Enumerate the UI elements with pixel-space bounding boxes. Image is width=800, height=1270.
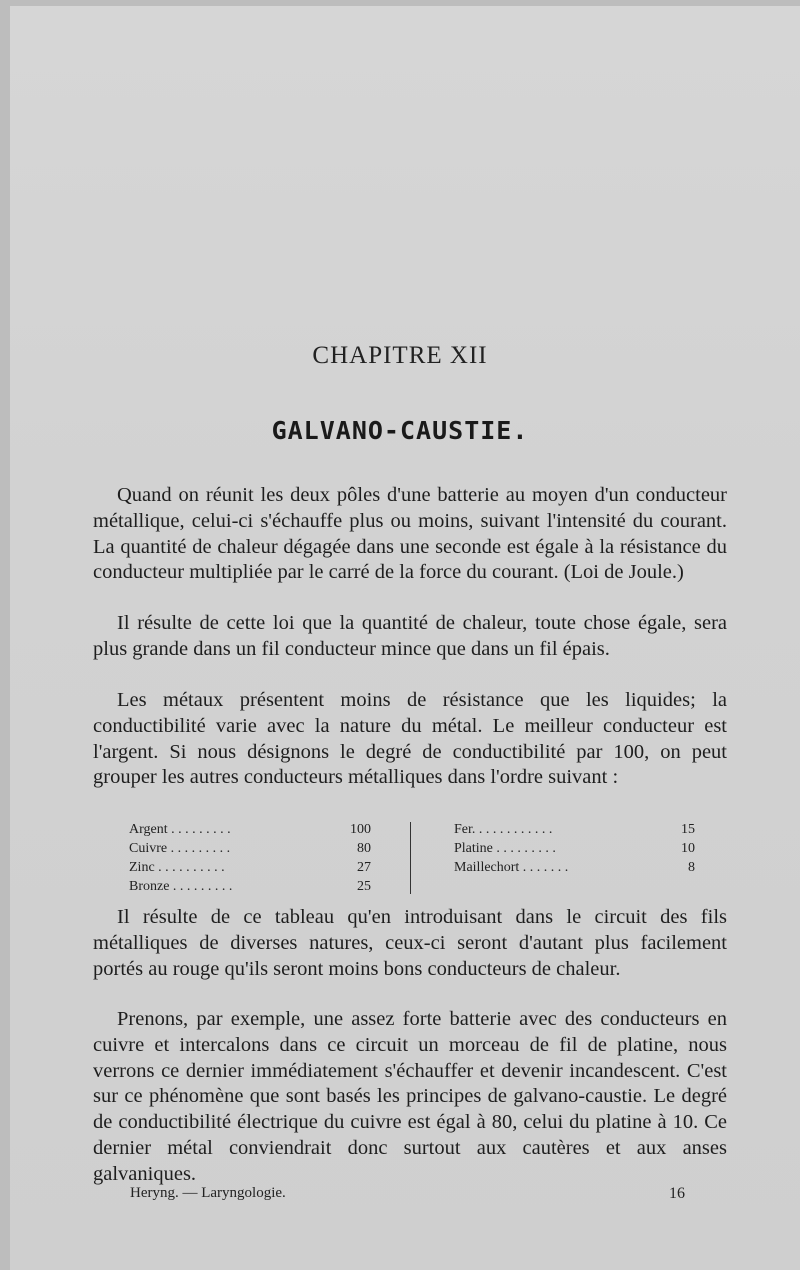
metal-value: 100: [350, 822, 371, 837]
metal-label: Bronze . . . . . . . . .: [129, 879, 233, 894]
paragraph-1: [93, 483, 727, 586]
table-row: [129, 877, 371, 896]
footer-author: Heryng. — Laryngologie.: [130, 1185, 286, 1201]
paragraph-text: Prenons, par exemple, une assez forte batterie avec des conducteurs en cuivre et intercalons dans ce circuit un morceau de fil de platine, nous verrons ce dernier immédiatement s'échauffer et devenir incandescent. C'est sur ce phénomène que sont basés les principes de galvano-caustie. Le degré de conductibilité électrique du cuivre est égal à 80, celui du platine à 10. Ce dernier métal conviendrait donc surtout aux cautères et aux anses galvaniques.: [93, 1008, 727, 1185]
table-row: [129, 858, 371, 877]
conductivity-table-right: [454, 820, 695, 877]
table-row: [129, 820, 371, 839]
paragraph-3: [93, 688, 727, 791]
conductivity-table-left: [129, 820, 371, 896]
metal-label: Cuivre . . . . . . . . .: [129, 841, 231, 856]
chapter-heading: CHAPITRE XII: [312, 342, 488, 369]
paragraph-text: Quand on réunit les deux pôles d'une batterie au moyen d'un conducteur métallique, celui-ci s'échauffe plus ou moins, suivant l'intensité du courant. La quantité de chaleur dégagée dans une seconde est égale à la résistance du conducteur multipliée par le carré de la force du courant. (Loi de Joule.): [93, 484, 727, 584]
metal-label: Fer. . . . . . . . . . . .: [454, 822, 553, 837]
metal-value: 15: [681, 822, 695, 837]
table-row: [454, 820, 695, 839]
metal-value: 27: [357, 860, 371, 875]
metal-label: Maillechort . . . . . . .: [454, 860, 569, 875]
footer-signature: 16: [669, 1185, 685, 1202]
table-row: [129, 839, 371, 858]
table-row: [454, 839, 695, 858]
paragraph-2: [93, 611, 727, 663]
chapter-title: GALVANO-CAUSTIE.: [271, 416, 529, 445]
table-row: [454, 858, 695, 877]
paragraph-text: Il résulte de cette loi que la quantité de chaleur, toute chose égale, sera plus grande dans un fil conducteur mince que dans un fil épais.: [93, 612, 727, 660]
table-divider: [410, 822, 411, 894]
metal-value: 8: [688, 860, 695, 875]
metal-label: Platine . . . . . . . . .: [454, 841, 556, 856]
metal-label: Argent . . . . . . . . .: [129, 822, 231, 837]
paragraph-5: [93, 1007, 727, 1188]
metal-label: Zinc . . . . . . . . . .: [129, 860, 225, 875]
metal-value: 80: [357, 841, 371, 856]
paragraph-text: Les métaux présentent moins de résistance que les liquides; la conductibilité varie avec la nature du métal. Le meilleur conducteur est l'argent. Si nous désignons le degré de conductibilité par 100, on peut grouper les autres conducteurs métalliques dans l'ordre suivant :: [93, 689, 727, 789]
metal-value: 10: [681, 841, 695, 856]
paragraph-text: Il résulte de ce tableau qu'en introduisant dans le circuit des fils métalliques de diverses natures, ceux-ci seront d'autant plus facilement portés au rouge qu'ils seront moins bons conducteurs de chaleur.: [93, 906, 727, 980]
paragraph-4: [93, 905, 727, 982]
metal-value: 25: [357, 879, 371, 894]
